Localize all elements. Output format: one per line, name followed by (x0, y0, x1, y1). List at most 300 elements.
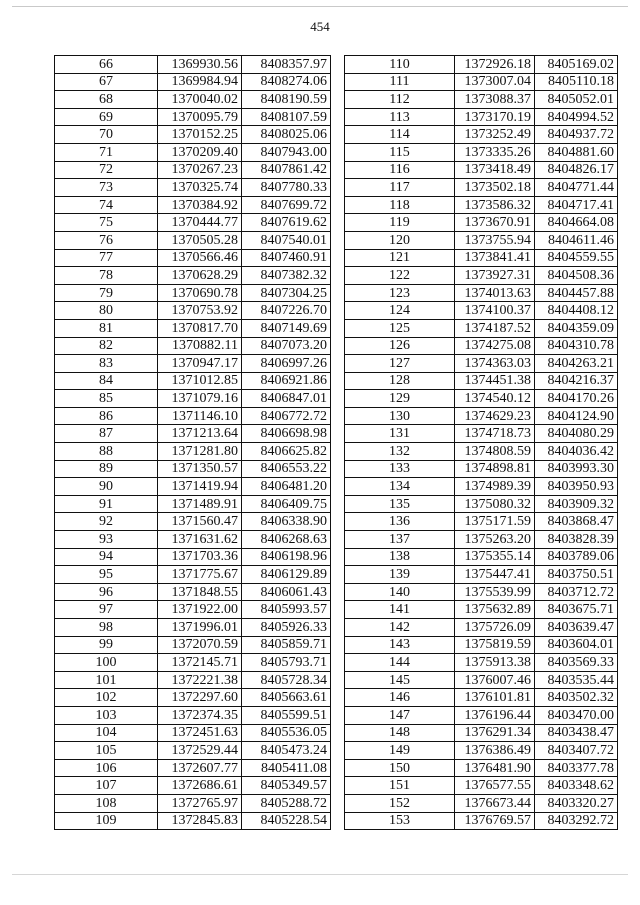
x-coordinate-cell: 1373007.04 (455, 73, 535, 91)
x-coordinate-cell: 1370505.28 (158, 231, 242, 249)
x-coordinate-cell: 1371775.67 (158, 566, 242, 584)
point-number-cell: 99 (55, 636, 158, 654)
x-coordinate-cell: 1372297.60 (158, 689, 242, 707)
table-row (345, 443, 618, 461)
y-coordinate-cell: 8403993.30 (535, 460, 618, 478)
y-coordinate-cell: 8405411.08 (242, 759, 331, 777)
table-row (345, 73, 618, 91)
table-row (55, 689, 331, 707)
y-coordinate-cell: 8405288.72 (242, 794, 331, 812)
x-coordinate-cell: 1372686.61 (158, 777, 242, 795)
table-row (55, 671, 331, 689)
x-coordinate-cell: 1375171.59 (455, 513, 535, 531)
point-number-cell: 74 (55, 196, 158, 214)
x-coordinate-cell: 1376007.46 (455, 671, 535, 689)
x-coordinate-cell: 1373088.37 (455, 91, 535, 109)
table-row (345, 372, 618, 390)
y-coordinate-cell: 8403320.27 (535, 794, 618, 812)
point-number-cell: 120 (345, 231, 455, 249)
coordinates-table-left (54, 55, 331, 830)
x-coordinate-cell: 1370095.79 (158, 108, 242, 126)
y-coordinate-cell: 8407699.72 (242, 196, 331, 214)
x-coordinate-cell: 1374989.39 (455, 478, 535, 496)
x-coordinate-cell: 1371079.16 (158, 390, 242, 408)
point-number-cell: 67 (55, 73, 158, 91)
y-coordinate-cell: 8406198.96 (242, 548, 331, 566)
point-number-cell: 69 (55, 108, 158, 126)
y-coordinate-cell: 8407304.25 (242, 284, 331, 302)
point-number-cell: 136 (345, 513, 455, 531)
table-row (345, 495, 618, 513)
y-coordinate-cell: 8404937.72 (535, 126, 618, 144)
table-row (55, 531, 331, 549)
x-coordinate-cell: 1376101.81 (455, 689, 535, 707)
x-coordinate-cell: 1370152.25 (158, 126, 242, 144)
x-coordinate-cell: 1371419.94 (158, 478, 242, 496)
point-number-cell: 151 (345, 777, 455, 795)
x-coordinate-cell: 1370040.02 (158, 91, 242, 109)
table-row (55, 636, 331, 654)
y-coordinate-cell: 8406061.43 (242, 583, 331, 601)
y-coordinate-cell: 8408025.06 (242, 126, 331, 144)
table-row (55, 513, 331, 531)
table-row (345, 302, 618, 320)
point-number-cell: 130 (345, 407, 455, 425)
y-coordinate-cell: 8404170.26 (535, 390, 618, 408)
table-row (55, 126, 331, 144)
point-number-cell: 143 (345, 636, 455, 654)
point-number-cell: 125 (345, 319, 455, 337)
table-row (55, 91, 331, 109)
table-row (55, 654, 331, 672)
table-row (55, 478, 331, 496)
table-row (345, 777, 618, 795)
page-number: 454 (310, 19, 330, 34)
point-number-cell: 108 (55, 794, 158, 812)
table-row (55, 355, 331, 373)
table-row (345, 636, 618, 654)
point-number-cell: 118 (345, 196, 455, 214)
table-row (55, 56, 331, 74)
point-number-cell: 66 (55, 56, 158, 74)
x-coordinate-cell: 1372607.77 (158, 759, 242, 777)
y-coordinate-cell: 8405993.57 (242, 601, 331, 619)
x-coordinate-cell: 1373252.49 (455, 126, 535, 144)
table-row (345, 619, 618, 637)
y-coordinate-cell: 8406409.75 (242, 495, 331, 513)
point-number-cell: 72 (55, 161, 158, 179)
table-row (55, 583, 331, 601)
y-coordinate-cell: 8404124.90 (535, 407, 618, 425)
table-row (55, 179, 331, 197)
point-number-cell: 133 (345, 460, 455, 478)
x-coordinate-cell: 1370325.74 (158, 179, 242, 197)
table-row (345, 267, 618, 285)
point-number-cell: 150 (345, 759, 455, 777)
x-coordinate-cell: 1369984.94 (158, 73, 242, 91)
table-row (345, 654, 618, 672)
table-row (55, 302, 331, 320)
table-row (55, 372, 331, 390)
table-row (345, 478, 618, 496)
x-coordinate-cell: 1374187.52 (455, 319, 535, 337)
y-coordinate-cell: 8405728.34 (242, 671, 331, 689)
table-row (345, 231, 618, 249)
x-coordinate-cell: 1371146.10 (158, 407, 242, 425)
point-number-cell: 91 (55, 495, 158, 513)
point-number-cell: 85 (55, 390, 158, 408)
table-row (345, 759, 618, 777)
y-coordinate-cell: 8407943.00 (242, 143, 331, 161)
y-coordinate-cell: 8405536.05 (242, 724, 331, 742)
table-row (55, 812, 331, 830)
y-coordinate-cell: 8404359.09 (535, 319, 618, 337)
point-number-cell: 111 (345, 73, 455, 91)
y-coordinate-cell: 8405926.33 (242, 619, 331, 637)
x-coordinate-cell: 1375726.09 (455, 619, 535, 637)
y-coordinate-cell: 8406921.86 (242, 372, 331, 390)
table-row (55, 267, 331, 285)
y-coordinate-cell: 8403604.01 (535, 636, 618, 654)
table-row (55, 724, 331, 742)
point-number-cell: 113 (345, 108, 455, 126)
point-number-cell: 153 (345, 812, 455, 830)
y-coordinate-cell: 8406553.22 (242, 460, 331, 478)
x-coordinate-cell: 1370753.92 (158, 302, 242, 320)
table-row (345, 337, 618, 355)
table-row (345, 108, 618, 126)
x-coordinate-cell: 1370444.77 (158, 214, 242, 232)
y-coordinate-cell: 8404508.36 (535, 267, 618, 285)
table-row (55, 706, 331, 724)
y-coordinate-cell: 8407073.20 (242, 337, 331, 355)
table-row (55, 337, 331, 355)
point-number-cell: 71 (55, 143, 158, 161)
table-row (345, 583, 618, 601)
y-coordinate-cell: 8404310.78 (535, 337, 618, 355)
table-row (345, 214, 618, 232)
table-row (55, 108, 331, 126)
y-coordinate-cell: 8407226.70 (242, 302, 331, 320)
y-coordinate-cell: 8403750.51 (535, 566, 618, 584)
point-number-cell: 101 (55, 671, 158, 689)
x-coordinate-cell: 1375819.59 (455, 636, 535, 654)
table-body (345, 56, 618, 830)
table-row (345, 706, 618, 724)
y-coordinate-cell: 8403292.72 (535, 812, 618, 830)
y-coordinate-cell: 8408190.59 (242, 91, 331, 109)
point-number-cell: 103 (55, 706, 158, 724)
point-number-cell: 105 (55, 742, 158, 760)
table-row (345, 56, 618, 74)
y-coordinate-cell: 8403569.33 (535, 654, 618, 672)
x-coordinate-cell: 1372926.18 (455, 56, 535, 74)
x-coordinate-cell: 1371350.57 (158, 460, 242, 478)
scan-edge-line (12, 874, 628, 875)
table-row (345, 179, 618, 197)
x-coordinate-cell: 1374629.23 (455, 407, 535, 425)
x-coordinate-cell: 1376481.90 (455, 759, 535, 777)
x-coordinate-cell: 1373670.91 (455, 214, 535, 232)
y-coordinate-cell: 8405349.57 (242, 777, 331, 795)
point-number-cell: 134 (345, 478, 455, 496)
y-coordinate-cell: 8406481.20 (242, 478, 331, 496)
x-coordinate-cell: 1371848.55 (158, 583, 242, 601)
table-row (345, 513, 618, 531)
table-row (55, 214, 331, 232)
x-coordinate-cell: 1372529.44 (158, 742, 242, 760)
y-coordinate-cell: 8406268.63 (242, 531, 331, 549)
table-row (345, 143, 618, 161)
table-row (345, 355, 618, 373)
y-coordinate-cell: 8404080.29 (535, 425, 618, 443)
x-coordinate-cell: 1376577.55 (455, 777, 535, 795)
y-coordinate-cell: 8404881.60 (535, 143, 618, 161)
x-coordinate-cell: 1372145.71 (158, 654, 242, 672)
y-coordinate-cell: 8405169.02 (535, 56, 618, 74)
y-coordinate-cell: 8404717.41 (535, 196, 618, 214)
x-coordinate-cell: 1372765.97 (158, 794, 242, 812)
point-number-cell: 93 (55, 531, 158, 549)
table-row (55, 777, 331, 795)
table-row (55, 390, 331, 408)
y-coordinate-cell: 8403712.72 (535, 583, 618, 601)
table-row (55, 566, 331, 584)
x-coordinate-cell: 1375539.99 (455, 583, 535, 601)
y-coordinate-cell: 8407540.01 (242, 231, 331, 249)
point-number-cell: 139 (345, 566, 455, 584)
point-number-cell: 102 (55, 689, 158, 707)
x-coordinate-cell: 1370628.29 (158, 267, 242, 285)
point-number-cell: 117 (345, 179, 455, 197)
x-coordinate-cell: 1375355.14 (455, 548, 535, 566)
x-coordinate-cell: 1374718.73 (455, 425, 535, 443)
point-number-cell: 109 (55, 812, 158, 830)
y-coordinate-cell: 8403407.72 (535, 742, 618, 760)
x-coordinate-cell: 1373335.26 (455, 143, 535, 161)
y-coordinate-cell: 8404771.44 (535, 179, 618, 197)
table-row (345, 548, 618, 566)
y-coordinate-cell: 8406997.26 (242, 355, 331, 373)
point-number-cell: 128 (345, 372, 455, 390)
table-row (345, 460, 618, 478)
x-coordinate-cell: 1372070.59 (158, 636, 242, 654)
point-number-cell: 68 (55, 91, 158, 109)
point-number-cell: 114 (345, 126, 455, 144)
point-number-cell: 80 (55, 302, 158, 320)
point-number-cell: 145 (345, 671, 455, 689)
x-coordinate-cell: 1373927.31 (455, 267, 535, 285)
x-coordinate-cell: 1371922.00 (158, 601, 242, 619)
y-coordinate-cell: 8405599.51 (242, 706, 331, 724)
table-row (55, 548, 331, 566)
table-row (55, 759, 331, 777)
point-number-cell: 76 (55, 231, 158, 249)
table-row (345, 390, 618, 408)
y-coordinate-cell: 8403868.47 (535, 513, 618, 531)
y-coordinate-cell: 8407149.69 (242, 319, 331, 337)
point-number-cell: 83 (55, 355, 158, 373)
y-coordinate-cell: 8405110.18 (535, 73, 618, 91)
point-number-cell: 142 (345, 619, 455, 637)
point-number-cell: 124 (345, 302, 455, 320)
scan-edge-line (12, 6, 628, 7)
x-coordinate-cell: 1371631.62 (158, 531, 242, 549)
y-coordinate-cell: 8405228.54 (242, 812, 331, 830)
table-row (55, 143, 331, 161)
table-row (345, 425, 618, 443)
table-row (55, 619, 331, 637)
x-coordinate-cell: 1371489.91 (158, 495, 242, 513)
x-coordinate-cell: 1374100.37 (455, 302, 535, 320)
x-coordinate-cell: 1370267.23 (158, 161, 242, 179)
y-coordinate-cell: 8403502.32 (535, 689, 618, 707)
table-row (345, 407, 618, 425)
y-coordinate-cell: 8407780.33 (242, 179, 331, 197)
table-row (345, 126, 618, 144)
table-row (345, 601, 618, 619)
x-coordinate-cell: 1371703.36 (158, 548, 242, 566)
y-coordinate-cell: 8403950.93 (535, 478, 618, 496)
point-number-cell: 140 (345, 583, 455, 601)
point-number-cell: 131 (345, 425, 455, 443)
point-number-cell: 138 (345, 548, 455, 566)
x-coordinate-cell: 1374898.81 (455, 460, 535, 478)
point-number-cell: 147 (345, 706, 455, 724)
point-number-cell: 89 (55, 460, 158, 478)
coordinates-table-right (344, 55, 618, 830)
point-number-cell: 112 (345, 91, 455, 109)
point-number-cell: 90 (55, 478, 158, 496)
x-coordinate-cell: 1372221.38 (158, 671, 242, 689)
x-coordinate-cell: 1375447.41 (455, 566, 535, 584)
y-coordinate-cell: 8404263.21 (535, 355, 618, 373)
y-coordinate-cell: 8408107.59 (242, 108, 331, 126)
x-coordinate-cell: 1373170.19 (455, 108, 535, 126)
x-coordinate-cell: 1374540.12 (455, 390, 535, 408)
point-number-cell: 135 (345, 495, 455, 513)
table-row (345, 794, 618, 812)
table-row (345, 196, 618, 214)
x-coordinate-cell: 1371281.80 (158, 443, 242, 461)
x-coordinate-cell: 1376196.44 (455, 706, 535, 724)
y-coordinate-cell: 8403909.32 (535, 495, 618, 513)
x-coordinate-cell: 1373586.32 (455, 196, 535, 214)
point-number-cell: 146 (345, 689, 455, 707)
x-coordinate-cell: 1372845.83 (158, 812, 242, 830)
table-row (55, 231, 331, 249)
y-coordinate-cell: 8404408.12 (535, 302, 618, 320)
point-number-cell: 88 (55, 443, 158, 461)
x-coordinate-cell: 1373841.41 (455, 249, 535, 267)
table-row (345, 724, 618, 742)
point-number-cell: 78 (55, 267, 158, 285)
table-row (55, 460, 331, 478)
y-coordinate-cell: 8408274.06 (242, 73, 331, 91)
x-coordinate-cell: 1370947.17 (158, 355, 242, 373)
y-coordinate-cell: 8408357.97 (242, 56, 331, 74)
point-number-cell: 141 (345, 601, 455, 619)
point-number-cell: 98 (55, 619, 158, 637)
y-coordinate-cell: 8407861.42 (242, 161, 331, 179)
x-coordinate-cell: 1369930.56 (158, 56, 242, 74)
x-coordinate-cell: 1376386.49 (455, 742, 535, 760)
y-coordinate-cell: 8407619.62 (242, 214, 331, 232)
table-row (55, 794, 331, 812)
point-number-cell: 116 (345, 161, 455, 179)
point-number-cell: 75 (55, 214, 158, 232)
table-row (55, 742, 331, 760)
point-number-cell: 87 (55, 425, 158, 443)
table-row (55, 407, 331, 425)
point-number-cell: 79 (55, 284, 158, 302)
table-row (55, 73, 331, 91)
point-number-cell: 96 (55, 583, 158, 601)
y-coordinate-cell: 8406129.89 (242, 566, 331, 584)
y-coordinate-cell: 8406338.90 (242, 513, 331, 531)
x-coordinate-cell: 1370690.78 (158, 284, 242, 302)
y-coordinate-cell: 8404036.42 (535, 443, 618, 461)
x-coordinate-cell: 1373755.94 (455, 231, 535, 249)
point-number-cell: 97 (55, 601, 158, 619)
table-row (345, 742, 618, 760)
table-row (345, 249, 618, 267)
y-coordinate-cell: 8403535.44 (535, 671, 618, 689)
table-row (345, 531, 618, 549)
x-coordinate-cell: 1374275.08 (455, 337, 535, 355)
y-coordinate-cell: 8403828.39 (535, 531, 618, 549)
table-row (55, 196, 331, 214)
point-number-cell: 104 (55, 724, 158, 742)
point-number-cell: 107 (55, 777, 158, 795)
point-number-cell: 106 (55, 759, 158, 777)
y-coordinate-cell: 8403470.00 (535, 706, 618, 724)
x-coordinate-cell: 1370882.11 (158, 337, 242, 355)
table-row (55, 249, 331, 267)
point-number-cell: 152 (345, 794, 455, 812)
y-coordinate-cell: 8407382.32 (242, 267, 331, 285)
point-number-cell: 144 (345, 654, 455, 672)
x-coordinate-cell: 1373502.18 (455, 179, 535, 197)
y-coordinate-cell: 8403639.47 (535, 619, 618, 637)
x-coordinate-cell: 1375263.20 (455, 531, 535, 549)
x-coordinate-cell: 1370817.70 (158, 319, 242, 337)
point-number-cell: 123 (345, 284, 455, 302)
x-coordinate-cell: 1374808.59 (455, 443, 535, 461)
point-number-cell: 119 (345, 214, 455, 232)
table-row (55, 601, 331, 619)
point-number-cell: 110 (345, 56, 455, 74)
x-coordinate-cell: 1376291.34 (455, 724, 535, 742)
y-coordinate-cell: 8404457.88 (535, 284, 618, 302)
y-coordinate-cell: 8403438.47 (535, 724, 618, 742)
y-coordinate-cell: 8405793.71 (242, 654, 331, 672)
table-row (345, 161, 618, 179)
y-coordinate-cell: 8404559.55 (535, 249, 618, 267)
point-number-cell: 95 (55, 566, 158, 584)
table-row (345, 689, 618, 707)
table-row (345, 812, 618, 830)
y-coordinate-cell: 8406847.01 (242, 390, 331, 408)
x-coordinate-cell: 1370566.46 (158, 249, 242, 267)
point-number-cell: 137 (345, 531, 455, 549)
point-number-cell: 127 (345, 355, 455, 373)
y-coordinate-cell: 8404664.08 (535, 214, 618, 232)
x-coordinate-cell: 1375913.38 (455, 654, 535, 672)
table-row (55, 443, 331, 461)
point-number-cell: 122 (345, 267, 455, 285)
table-row (55, 319, 331, 337)
